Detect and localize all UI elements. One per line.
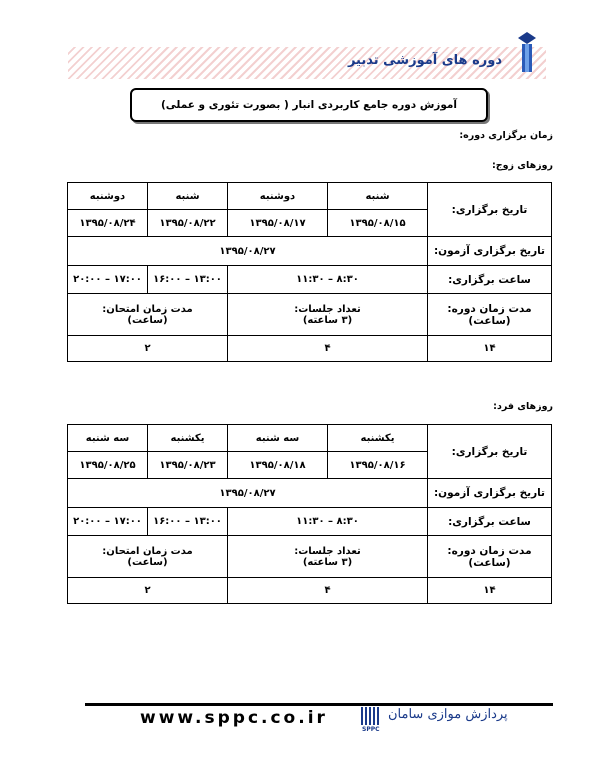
table-row (68, 183, 552, 210)
sppc-brand (360, 705, 510, 735)
exam-duration-label: مدت زمان امتحان: (102, 545, 193, 557)
sessions-unit: (۳ ساعته) (302, 556, 353, 568)
even-days-label: روزهای زوج: (491, 160, 553, 171)
duration-value-cell: ۱۴ (428, 336, 552, 362)
website-link[interactable]: www.sppc.co.ir (140, 708, 328, 728)
exam-date-cell: ۱۳۹۵/۰۸/۲۷ (68, 479, 428, 508)
date-cell: ۱۳۹۵/۰۸/۱۶ (328, 452, 428, 479)
sessions-label: تعداد جلسات: (294, 303, 361, 315)
sessions-label-cell (228, 294, 428, 336)
exam-duration-value-cell: ۲ (68, 336, 228, 362)
course-title-box (130, 88, 488, 122)
time-cell: ۱۷:۰۰ – ۲۰:۰۰ (68, 266, 148, 294)
odd-days-label: روزهای فرد: (493, 401, 553, 412)
duration-label-cell (428, 536, 552, 578)
sppc-abbr: SPPC (362, 726, 380, 733)
sessions-label: تعداد جلسات: (294, 545, 361, 557)
table-row (68, 508, 552, 536)
exam-duration-unit: (ساعت) (127, 314, 168, 326)
sessions-unit: (۳ ساعته) (302, 314, 353, 326)
odd-days-table (67, 424, 552, 604)
sessions-value-cell: ۴ (228, 578, 428, 604)
day-cell: دوشنبه (68, 183, 148, 210)
table-row (68, 336, 552, 362)
table-row (68, 237, 552, 266)
day-cell: شنبه (328, 183, 428, 210)
brand-name: پردازش موازی سامان (388, 707, 508, 722)
day-cell: سه شنبه (228, 425, 328, 452)
table-row (68, 479, 552, 508)
day-cell: دوشنبه (228, 183, 328, 210)
date-cell: ۱۳۹۵/۰۸/۱۷ (228, 210, 328, 237)
time-cell: ۸:۳۰ – ۱۱:۳۰ (228, 508, 428, 536)
time-cell: ۱۳:۰۰ – ۱۶:۰۰ (148, 508, 228, 536)
day-cell: یکشنبه (148, 425, 228, 452)
duration-label: مدت زمان دوره: (447, 544, 532, 557)
exam-label-cell: تاریخ برگزاری آزمون: (428, 237, 552, 266)
date-cell: ۱۳۹۵/۰۸/۱۵ (328, 210, 428, 237)
time-label-cell: ساعت برگزاری: (428, 508, 552, 536)
time-cell: ۸:۳۰ – ۱۱:۳۰ (228, 266, 428, 294)
day-cell: سه شنبه (68, 425, 148, 452)
exam-duration-label: مدت زمان امتحان: (102, 303, 193, 315)
banner-title: دوره های آموزشی تدبیر (347, 53, 502, 68)
schedule-time-label: زمان برگزاری دوره: (459, 130, 553, 141)
sppc-barcode-icon (360, 707, 382, 725)
date-cell: ۱۳۹۵/۰۸/۲۵ (68, 452, 148, 479)
exam-duration-value-cell: ۲ (68, 578, 228, 604)
exam-label-cell: تاریخ برگزاری آزمون: (428, 479, 552, 508)
duration-label-cell (428, 294, 552, 336)
table-row (68, 266, 552, 294)
date-label-cell: تاریخ برگزاری: (428, 425, 552, 479)
exam-duration-label-cell (68, 294, 228, 336)
date-cell: ۱۳۹۵/۰۸/۲۴ (68, 210, 148, 237)
time-cell: ۱۳:۰۰ – ۱۶:۰۰ (148, 266, 228, 294)
date-cell: ۱۳۹۵/۰۸/۱۸ (228, 452, 328, 479)
exam-duration-label-cell (68, 536, 228, 578)
table-row (68, 294, 552, 336)
exam-date-cell: ۱۳۹۵/۰۸/۲۷ (68, 237, 428, 266)
table-row (68, 536, 552, 578)
exam-duration-unit: (ساعت) (127, 556, 168, 568)
duration-label: مدت زمان دوره: (447, 302, 532, 315)
duration-unit: (ساعت) (468, 556, 511, 569)
sessions-label-cell (228, 536, 428, 578)
date-cell: ۱۳۹۵/۰۸/۲۲ (148, 210, 228, 237)
date-cell: ۱۳۹۵/۰۸/۲۳ (148, 452, 228, 479)
even-days-table (67, 182, 552, 362)
table-row (68, 578, 552, 604)
time-cell: ۱۷:۰۰ – ۲۰:۰۰ (68, 508, 148, 536)
duration-value-cell: ۱۴ (428, 578, 552, 604)
time-label-cell: ساعت برگزاری: (428, 266, 552, 294)
table-row (68, 425, 552, 452)
duration-unit: (ساعت) (468, 314, 511, 327)
day-cell: یکشنبه (328, 425, 428, 452)
date-label-cell: تاریخ برگزاری: (428, 183, 552, 237)
tadbir-logo-icon (516, 30, 538, 74)
course-title: آموزش دوره جامع کاربردی انبار ( بصورت تئوری و عملی) (160, 99, 458, 111)
header-banner (68, 47, 546, 79)
day-cell: شنبه (148, 183, 228, 210)
sessions-value-cell: ۴ (228, 336, 428, 362)
